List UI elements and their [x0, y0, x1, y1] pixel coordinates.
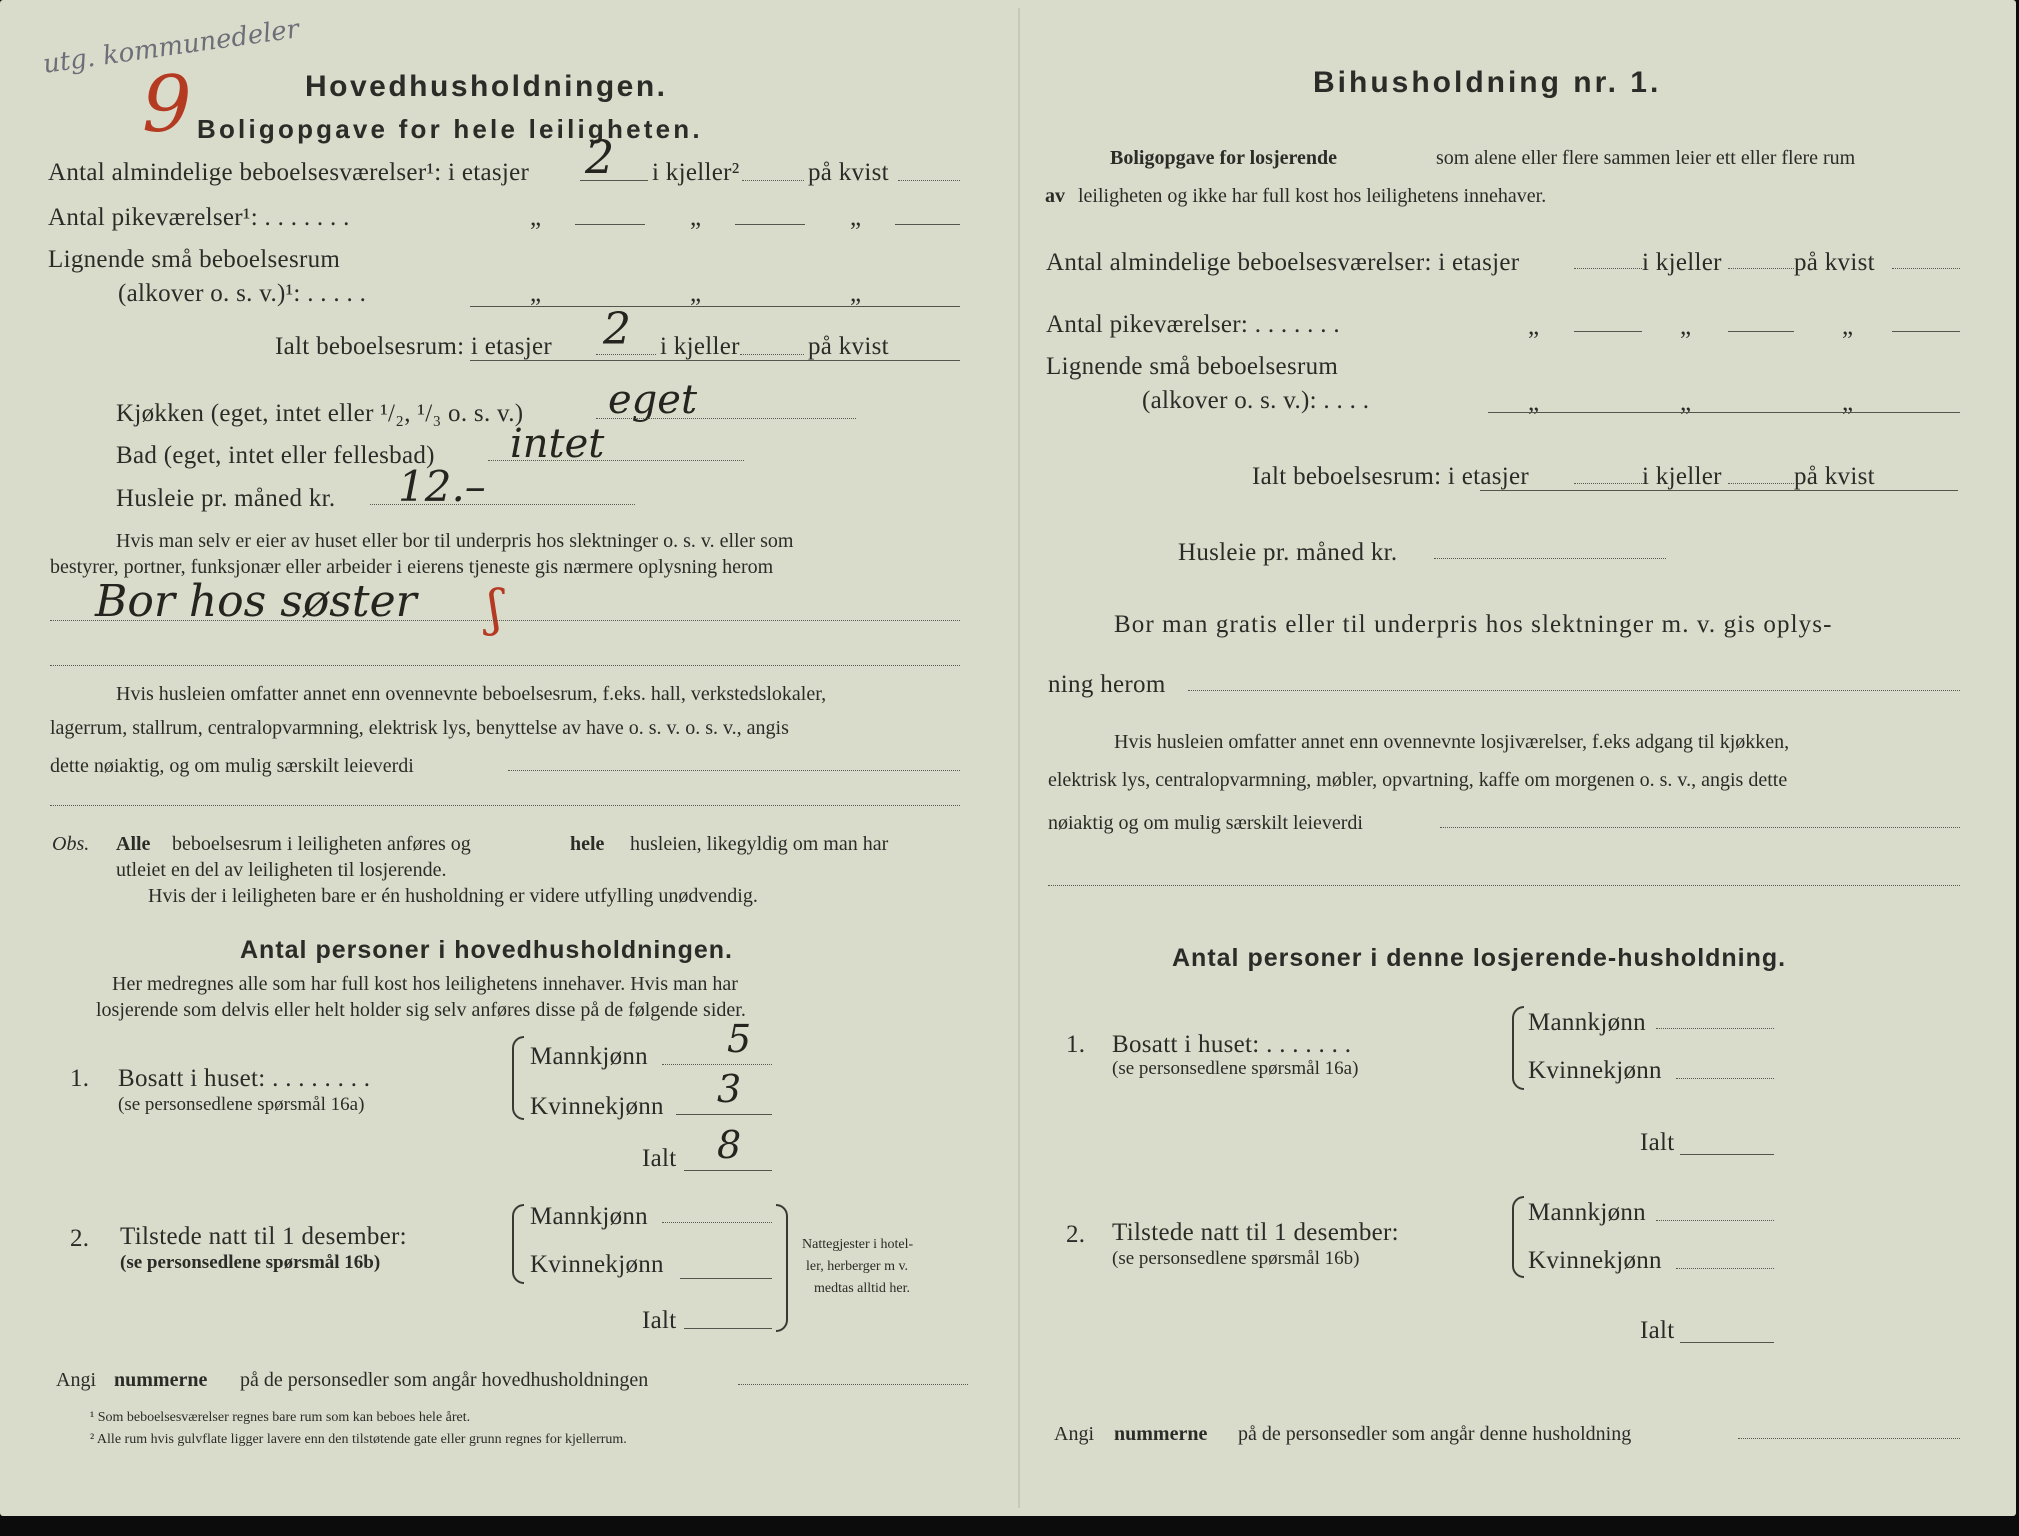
left-q1-sub: (se personsedlene spørsmål 16a): [118, 1094, 365, 1115]
footnote-2: ² Alle rum hvis gulvflate ligger lavere enn den tilstøtende gate eller grunn regnes for kjellerrum.: [90, 1432, 627, 1447]
ditto-mark: „: [850, 204, 862, 231]
left-kjokken-line[interactable]: [596, 418, 856, 419]
right-q2-kvinne: Kvinnekjønn: [1528, 1247, 1662, 1274]
right-row1-kvist-line[interactable]: [1892, 268, 1960, 269]
obs-text-2: husleien, likegyldig om man har: [630, 833, 889, 855]
right-row3-line2: (alkover o. s. v.): . . . .: [1142, 387, 1370, 414]
right-q1-mann-line[interactable]: [1656, 1028, 1774, 1029]
ditto-mark: „: [690, 280, 702, 307]
left-q2-mann: Mannkjønn: [530, 1203, 648, 1230]
left-husleie-line[interactable]: [370, 504, 635, 505]
right-q2-num: 2.: [1066, 1221, 1086, 1248]
right-q1-kvinne-line[interactable]: [1676, 1078, 1774, 1079]
right-q1-label: Bosatt i huset: . . . . . . .: [1112, 1031, 1352, 1058]
page-number-handwritten: 9: [142, 60, 192, 150]
right-angi-line[interactable]: [1738, 1438, 1960, 1439]
left-eier-answer: Bor hos søster: [95, 576, 417, 627]
right-q1-sub: (se personsedlene spørsmål 16a): [1112, 1058, 1359, 1079]
right-intro-line2: leiligheten og ikke har full kost hos leilighetens innehaver.: [1078, 185, 1547, 207]
obs-hele: hele: [570, 833, 605, 855]
obs-text-1: beboelsesrum i leiligheten anføres og: [172, 833, 471, 855]
left-angi-line[interactable]: [738, 1384, 968, 1385]
right-row1-etasjer-line[interactable]: [1574, 268, 1642, 269]
right-q1-mann: Mannkjønn: [1528, 1009, 1646, 1036]
left-q2-label: Tilstede natt til 1 desember:: [120, 1223, 407, 1250]
right-q1-brace: [1512, 1006, 1524, 1090]
right-row2-line-1[interactable]: [1574, 331, 1642, 332]
right-ialt-etasjer-line[interactable]: [1574, 483, 1642, 484]
page-fold: [1018, 8, 1020, 1508]
left-omfatter-2: lagerrum, stallrum, centralopvarmning, elektrisk lys, benyttelse av have o. s. v. o. s. v., angis: [50, 717, 789, 739]
right-q2-brace: [1512, 1196, 1524, 1278]
right-ialt-kjeller-line[interactable]: [1728, 483, 1794, 484]
right-ialt-label: Ialt beboelsesrum: i etasjer: [1252, 463, 1530, 490]
right-row1-kjeller: i kjeller: [1642, 249, 1722, 276]
right-omfatter-2: elektrisk lys, centralopvarmning, møbler, opvartning, kaffe om morgenen o. s. v., angis dette: [1048, 769, 1788, 791]
left-row1-etasjer-value: 2: [585, 130, 615, 184]
right-angi-c: på de personsedler som angår denne husholdning: [1238, 1423, 1632, 1445]
left-angi-b: nummerne: [114, 1369, 208, 1391]
right-row2-line-3[interactable]: [1892, 331, 1960, 332]
ditto-mark: „: [1842, 389, 1854, 416]
right-q1-ialt: Ialt: [1640, 1129, 1675, 1156]
left-q1-kvinne-value: 3: [717, 1067, 742, 1111]
right-omfatter-1: Hvis husleien omfatter annet enn ovennevnte losjiværelser, f.eks adgang til kjøkken,: [1114, 731, 1790, 753]
left-q1-num: 1.: [70, 1065, 90, 1092]
left-ialt-etasjer-value: 2: [603, 304, 631, 355]
left-row2-line-2[interactable]: [735, 224, 805, 225]
left-q1-ialt-value: 8: [717, 1123, 742, 1167]
left-row1-kjeller-line[interactable]: [742, 180, 804, 181]
ditto-mark: „: [1528, 313, 1540, 340]
left-kjokken-label: Kjøkken (eget, intet eller ¹/₂, ¹/₃ o. s. v.): [116, 400, 524, 427]
left-q2-sub: (se personsedlene spørsmål 16b): [120, 1252, 381, 1273]
right-husleie-label: Husleie pr. måned kr.: [1178, 539, 1398, 566]
right-row2-line-2[interactable]: [1728, 331, 1794, 332]
obs-text-3: utleiet en del av leiligheten til losjerende.: [116, 859, 447, 881]
left-omfatter-line-1[interactable]: [508, 770, 960, 771]
left-row3-line[interactable]: [470, 306, 960, 307]
right-q1-kvinne: Kvinnekjønn: [1528, 1057, 1662, 1084]
ditto-mark: „: [1842, 313, 1854, 340]
left-persons-title: Antal personer i hovedhusholdningen.: [240, 936, 733, 964]
left-q1-ialt-line[interactable]: [684, 1170, 772, 1171]
right-gratis-line[interactable]: [1188, 690, 1960, 691]
left-q2-mann-line[interactable]: [662, 1222, 772, 1223]
ditto-mark: „: [1680, 389, 1692, 416]
left-eier-text-2: bestyrer, portner, funksjonær eller arbeider i eierens tjeneste gis nærmere oplysning herom: [50, 556, 774, 578]
footnote-1: ¹ Som beboelsesværelser regnes bare rum som kan beboes hele året.: [90, 1410, 471, 1425]
left-q2-num: 2.: [70, 1225, 90, 1252]
right-q2-mann: Mannkjønn: [1528, 1199, 1646, 1226]
left-q2-note-1: Nattegjester i hotel-: [802, 1237, 914, 1252]
left-q2-kvinne: Kvinnekjønn: [530, 1251, 664, 1278]
left-row3-line1: Lignende små beboelsesrum: [48, 246, 341, 273]
left-q1-label: Bosatt i huset: . . . . . . . .: [118, 1065, 371, 1092]
right-husleie-line[interactable]: [1434, 558, 1666, 559]
left-row1-kvist: på kvist: [808, 159, 889, 186]
right-ialt-kvist: på kvist: [1794, 463, 1875, 490]
left-q1-mann-value: 5: [727, 1017, 752, 1061]
left-angi-c: på de personsedler som angår hovedhusholdningen: [240, 1369, 649, 1391]
right-q2-kvinne-line[interactable]: [1676, 1268, 1774, 1269]
right-intro-rest: som alene eller flere sammen leier ett eller flere rum: [1436, 147, 1856, 169]
left-ialt-label: Ialt beboelsesrum: i etasjer: [275, 333, 553, 360]
right-q1-num: 1.: [1066, 1031, 1086, 1058]
right-title: Bihusholdning nr. 1.: [1313, 66, 1662, 99]
left-omfatter-line-2[interactable]: [50, 805, 960, 806]
ditto-mark: „: [850, 280, 862, 307]
ditto-mark: „: [530, 280, 542, 307]
right-angi-a: Angi: [1054, 1423, 1094, 1445]
left-q1-ialt: Ialt: [642, 1145, 677, 1172]
right-q2-ialt-line[interactable]: [1680, 1342, 1774, 1343]
left-q1-kvinne-line[interactable]: [676, 1114, 772, 1115]
left-q2-ialt-line[interactable]: [684, 1328, 772, 1329]
left-row2-line-1[interactable]: [575, 224, 645, 225]
right-intro-av: av: [1045, 185, 1065, 207]
left-persons-text-2: losjerende som delvis eller helt holder sig selv anføres disse på de følgende sider.: [96, 999, 746, 1021]
right-q2-sub: (se personsedlene spørsmål 16b): [1112, 1248, 1360, 1269]
left-q1-kvinne: Kvinnekjønn: [530, 1093, 664, 1120]
ditto-mark: „: [1528, 389, 1540, 416]
left-subtitle: Boligopgave for hele leiligheten.: [197, 114, 703, 144]
left-ialt-etasjer-line[interactable]: [596, 354, 656, 355]
right-q2-mann-line[interactable]: [1656, 1220, 1774, 1221]
right-angi-b: nummerne: [1114, 1423, 1208, 1445]
right-omfatter-3: nøiaktig og om mulig særskilt leieverdi: [1048, 812, 1363, 834]
right-row2-label: Antal pikeværelser: . . . . . . .: [1046, 311, 1340, 338]
left-omfatter-1: Hvis husleien omfatter annet enn ovennevnte beboelsesrum, f.eks. hall, verkstedslokaler,: [116, 683, 827, 705]
right-persons-title: Antal personer i denne losjerende-husholdning.: [1172, 944, 1787, 972]
right-gratis-text-2: ning herom: [1048, 671, 1166, 698]
left-eier-text-1: Hvis man selv er eier av huset eller bor til underpris hos slektninger o. s. v. eller som: [116, 530, 794, 552]
right-gratis-text: Bor man gratis eller til underpris hos slektninger m. v. gis oplys-: [1114, 611, 1833, 638]
ditto-mark: „: [690, 204, 702, 231]
left-eier-line-2[interactable]: [50, 665, 960, 666]
left-q1-mann-line[interactable]: [662, 1064, 772, 1065]
obs-label: Obs.: [52, 833, 90, 855]
left-row1-label: Antal almindelige beboelsesværelser¹: i etasjer: [48, 159, 530, 186]
left-bad-label: Bad (eget, intet eller fellesbad): [116, 442, 435, 469]
right-intro-bold: Boligopgave for losjerende: [1110, 147, 1338, 169]
left-row2-line-3[interactable]: [895, 224, 960, 225]
left-row3-line2: (alkover o. s. v.)¹: . . . . .: [118, 280, 367, 307]
left-ialt-kjeller-line[interactable]: [740, 354, 804, 355]
right-ialt-rule: [1480, 490, 1958, 491]
right-row3-line1: Lignende små beboelsesrum: [1046, 353, 1339, 380]
left-q1-mann: Mannkjønn: [530, 1043, 648, 1070]
right-ialt-kjeller: i kjeller: [1642, 463, 1722, 490]
left-ialt-kvist: på kvist: [808, 333, 889, 360]
left-q1-brace: [512, 1036, 524, 1120]
right-q1-ialt-line[interactable]: [1680, 1154, 1774, 1155]
left-persons-text-1: Her medregnes alle som har full kost hos leilighetens innehaver. Hvis man har: [112, 973, 738, 995]
left-q2-right-brace: [776, 1204, 788, 1332]
ditto-mark: „: [1680, 313, 1692, 340]
right-q2-ialt: Ialt: [1640, 1317, 1675, 1344]
left-q2-kvinne-line[interactable]: [680, 1278, 772, 1279]
right-row3-line[interactable]: [1488, 412, 1960, 413]
right-q2-label: Tilstede natt til 1 desember:: [1112, 1219, 1399, 1246]
right-row1-kjeller-line[interactable]: [1728, 268, 1794, 269]
left-row1-kjeller: i kjeller²: [652, 159, 740, 186]
left-kjokken-value: eget: [608, 377, 698, 423]
obs-alle: Alle: [116, 833, 151, 855]
right-row1-kvist: på kvist: [1794, 249, 1875, 276]
right-omfatter-line-2[interactable]: [1048, 885, 1960, 886]
left-q2-brace: [512, 1204, 524, 1284]
left-ialt-kjeller: i kjeller: [660, 333, 740, 360]
red-check-mark: ʃ: [488, 579, 502, 637]
left-q2-ialt: Ialt: [642, 1307, 677, 1334]
left-eier-line-1[interactable]: [50, 620, 960, 621]
right-omfatter-line-1[interactable]: [1440, 827, 1960, 828]
left-row1-kvist-line[interactable]: [898, 180, 960, 181]
left-row2-label: Antal pikeværelser¹: . . . . . . .: [48, 204, 350, 231]
left-title: Hovedhusholdningen.: [305, 70, 668, 103]
left-q2-note-3: medtas alltid her.: [814, 1281, 911, 1296]
pencil-note: utg. kommunedeler: [41, 14, 301, 80]
left-ialt-rule: [470, 360, 960, 361]
ditto-mark: „: [530, 204, 542, 231]
left-bad-line[interactable]: [488, 460, 744, 461]
left-q2-note-2: ler, herberger m v.: [806, 1259, 909, 1274]
left-bad-value: intet: [510, 421, 605, 467]
left-omfatter-3: dette nøiaktig, og om mulig særskilt leieverdi: [50, 755, 414, 777]
left-husleie-label: Husleie pr. måned kr.: [116, 485, 336, 512]
left-angi-a: Angi: [56, 1369, 96, 1391]
obs-text-4: Hvis der i leiligheten bare er én husholdning er videre utfylling unødvendig.: [148, 885, 758, 907]
left-husleie-value: 12.–: [398, 462, 486, 511]
right-row1-label: Antal almindelige beboelsesværelser: i etasjer: [1046, 249, 1520, 276]
